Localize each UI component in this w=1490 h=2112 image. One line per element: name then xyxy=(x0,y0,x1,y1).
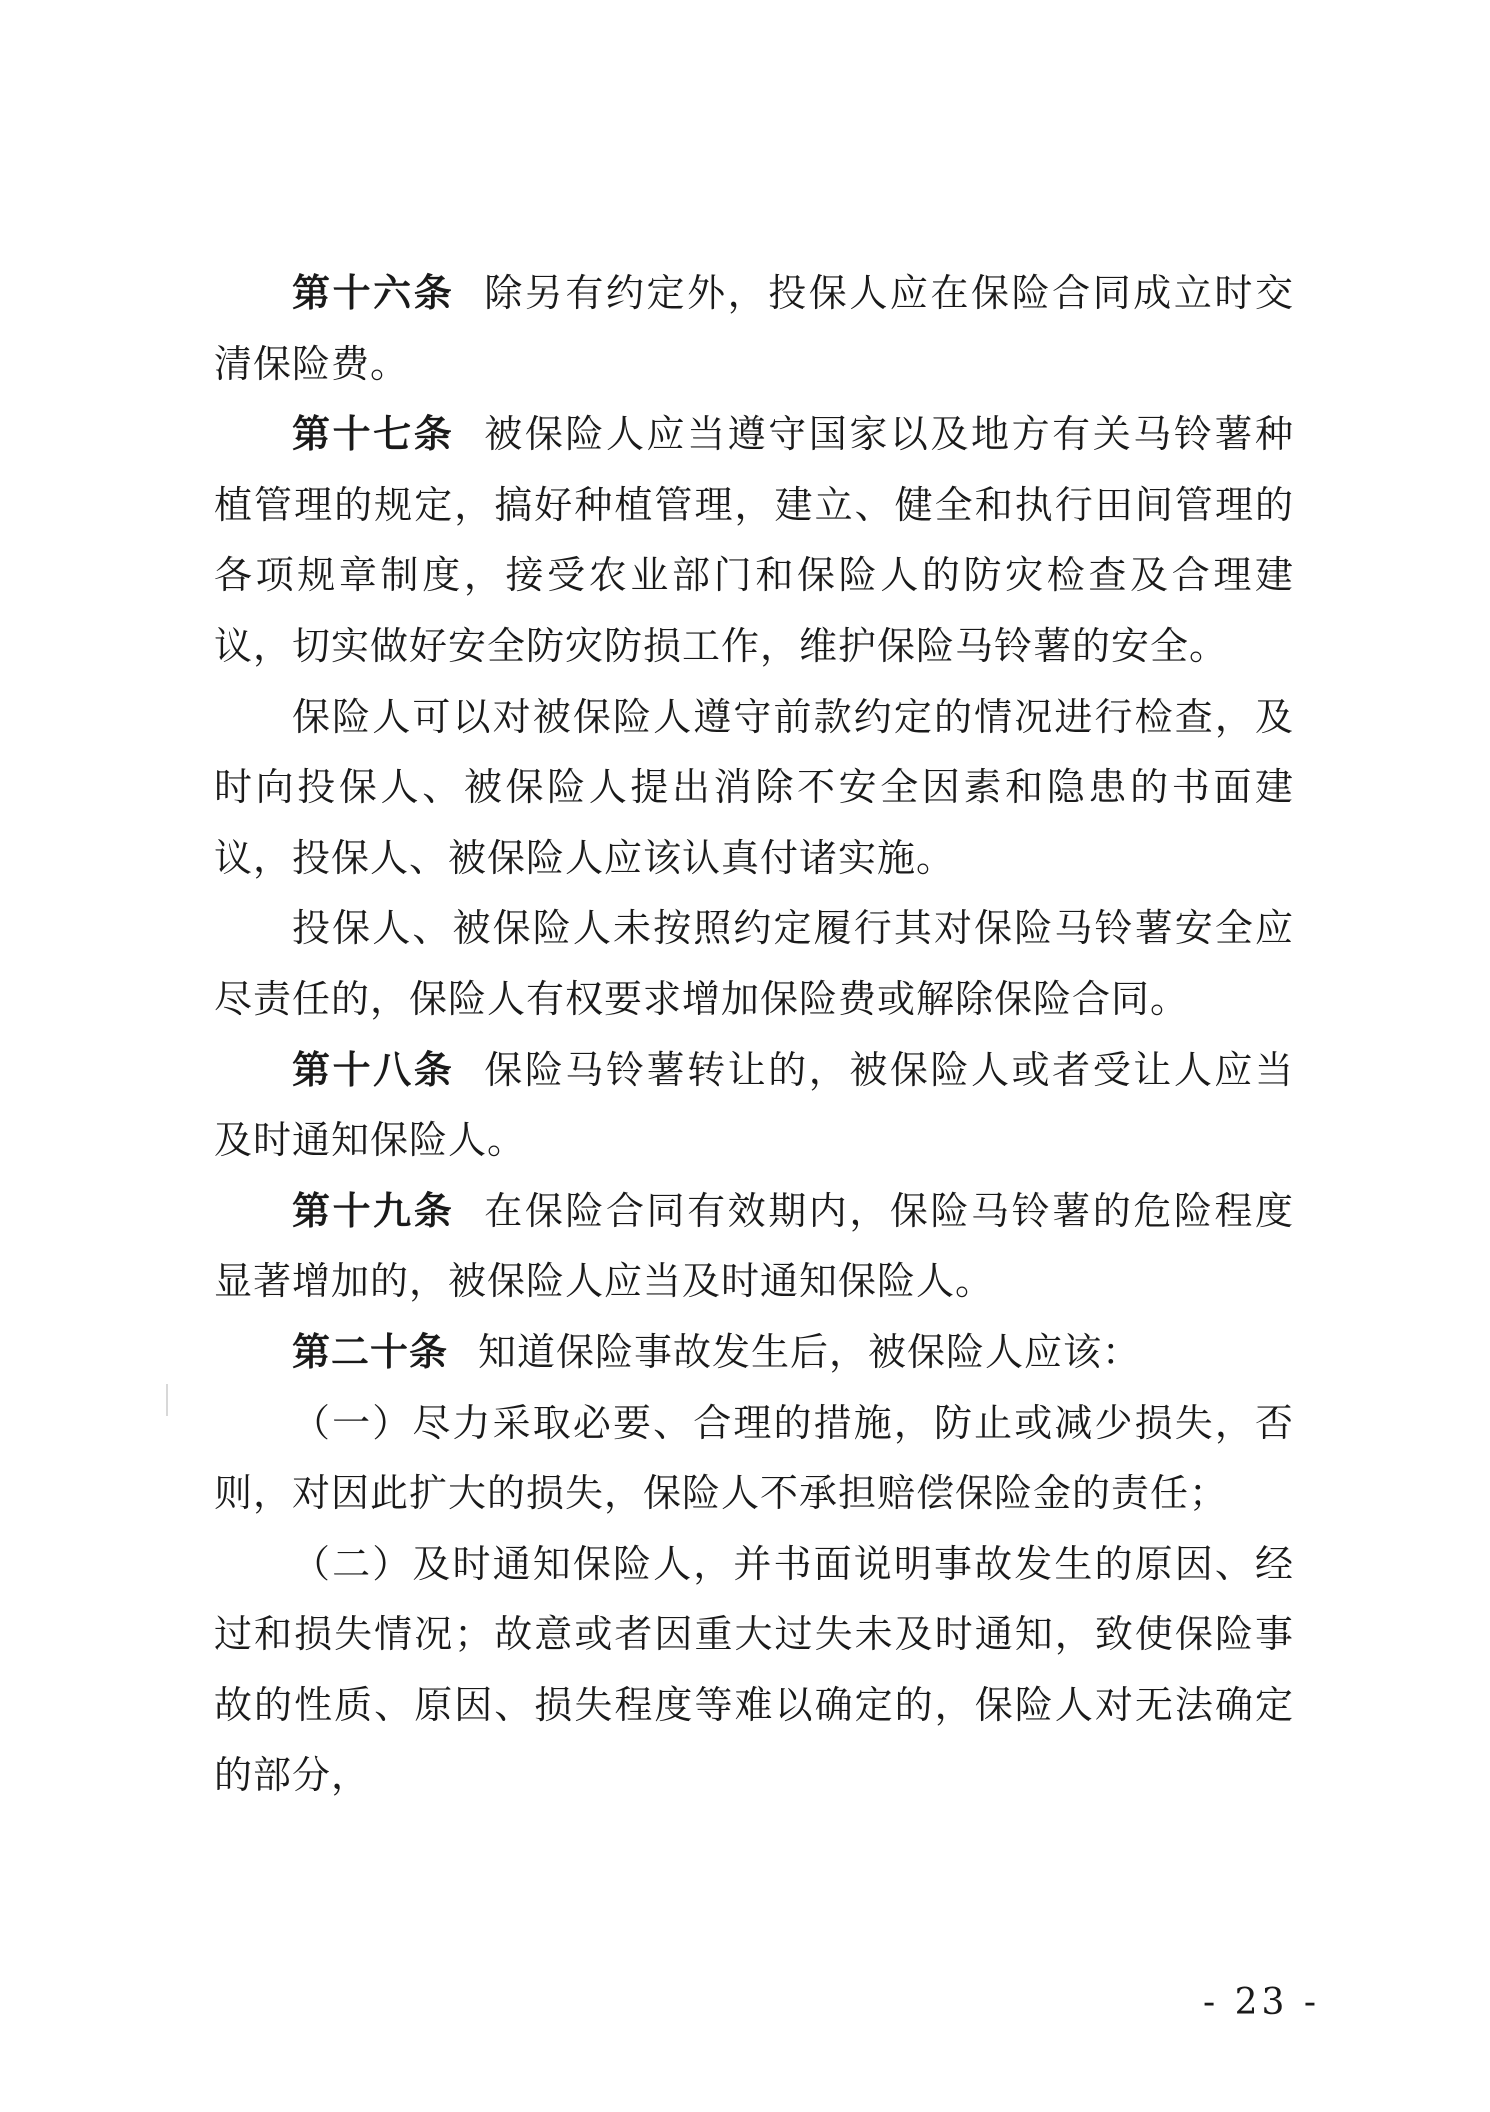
paragraph-item-1 xyxy=(214,1388,1294,1529)
paragraph-text: 被保险人应当遵守国家以及地方有关马铃薯种植管理的规定，搞好种植管理，建立、健全和执行田间管理的各项规章制度，接受农业部门和保险人的防灾检查及合理建议，切实做好安全防灾防损工作，维护保险马铃薯的安全。 xyxy=(214,412,1294,668)
paragraph-text: 保险马铃薯转让的，被保险人或者受让人应当及时通知保险人。 xyxy=(214,1047,1294,1163)
paragraph-article-18 xyxy=(214,1035,1294,1176)
article-number: 第十七条 xyxy=(292,411,455,457)
article-number: 第十六条 xyxy=(292,270,455,315)
paragraph-item-2 xyxy=(214,1529,1294,1811)
paragraph-breach xyxy=(214,893,1294,1034)
page-number: - 23 - xyxy=(1202,1982,1320,2023)
paragraph-text: （一）尽力采取必要、合理的措施，防止或减少损失，否则，对因此扩大的损失，保险人不承担赔偿保险金的责任； xyxy=(214,1400,1294,1516)
paragraph-article-16 xyxy=(214,258,1294,399)
article-number: 第二十条 xyxy=(292,1328,449,1374)
scan-margin-mark xyxy=(166,1384,168,1416)
paragraph-text: 知道保险事故发生后，被保险人应该： xyxy=(478,1329,1142,1374)
article-number: 第十八条 xyxy=(292,1046,455,1092)
paragraph-text: 保险人可以对被保险人遵守前款约定的情况进行检查，及时向投保人、被保险人提出消除不安全因素和隐患的书面建议，投保人、被保险人应该认真付诸实施。 xyxy=(214,694,1294,880)
paragraph-inspection xyxy=(214,682,1294,894)
paragraph-article-19 xyxy=(214,1176,1294,1317)
article-number: 第十九条 xyxy=(292,1187,455,1233)
paragraph-text: 除另有约定外，投保人应在保险合同成立时交清保险费。 xyxy=(214,271,1294,386)
paragraph-article-20 xyxy=(214,1317,1294,1388)
body-text xyxy=(214,258,1294,1811)
paragraph-article-17 xyxy=(214,399,1294,681)
paragraph-text: 在保险合同有效期内，保险马铃薯的危险程度显著增加的，被保险人应当及时通知保险人。 xyxy=(214,1188,1294,1304)
paragraph-text: 投保人、被保险人未按照约定履行其对保险马铃薯安全应尽责任的，保险人有权要求增加保险费或解除保险合同。 xyxy=(214,906,1294,1021)
paragraph-text: （二）及时通知保险人，并书面说明事故发生的原因、经过和损失情况；故意或者因重大过失未及时通知，致使保险事故的性质、原因、损失程度等难以确定的，保险人对无法确定的部分， xyxy=(214,1541,1294,1798)
